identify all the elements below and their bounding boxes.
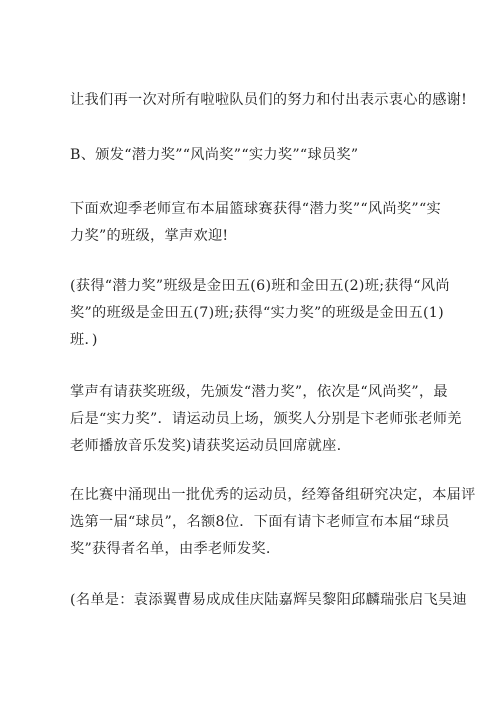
paragraph-announce-class-awards: [70, 196, 442, 250]
text-line: B、颁发“潜力奖”“风尚奖”“实力奖”“球员奖”: [70, 147, 359, 163]
text-line: 让我们再一次对所有啦啦队员们的努力和付出表示衷心的感谢!: [70, 92, 468, 108]
text-line: (获得“潜力奖”班级是金田五(6)班和金田五(2)班;获得“风尚: [70, 278, 450, 294]
paragraph-presentation-order: [70, 379, 462, 460]
text-line: 后是“实力奖”．请运动员上场，颁奖人分别是卞老师张老师羌: [70, 411, 462, 427]
text-line: 力奖”的班级，掌声欢迎!: [70, 228, 229, 244]
text-line: (名单是：袁添翼曹易成成佳庆陆嘉辉吴黎阳邱麟瑞张启飞吴迪: [70, 592, 467, 608]
paragraph-player-award: [70, 482, 476, 563]
text-line: 班．): [70, 332, 98, 348]
paragraph-thanks: [70, 87, 468, 114]
text-line: 奖”获得者名单，由季老师发奖.: [70, 541, 271, 557]
section-heading-awards: [70, 142, 442, 169]
text-line: 奖”的班级是金田五(7)班;获得“实力奖”的班级是金田五(1): [70, 305, 444, 321]
text-line: 掌声有请获奖班级，先颁发“潜力奖”，依次是“风尚奖”，最: [70, 384, 448, 400]
text-line: 下面欢迎季老师宣布本届篮球赛获得“潜力奖”“风尚奖”“实: [70, 201, 441, 217]
paragraph-award-winners: [70, 273, 450, 354]
text-line: 老师播放音乐发奖)请获奖运动员回席就座.: [70, 438, 342, 454]
text-line: 在比赛中涌现出一批优秀的运动员，经筹备组研究决定，本届评: [70, 487, 476, 503]
paragraph-name-list: [70, 587, 467, 614]
text-line: 选第一届“球员”，名额8位．下面有请卞老师宣布本届“球员: [70, 514, 450, 530]
